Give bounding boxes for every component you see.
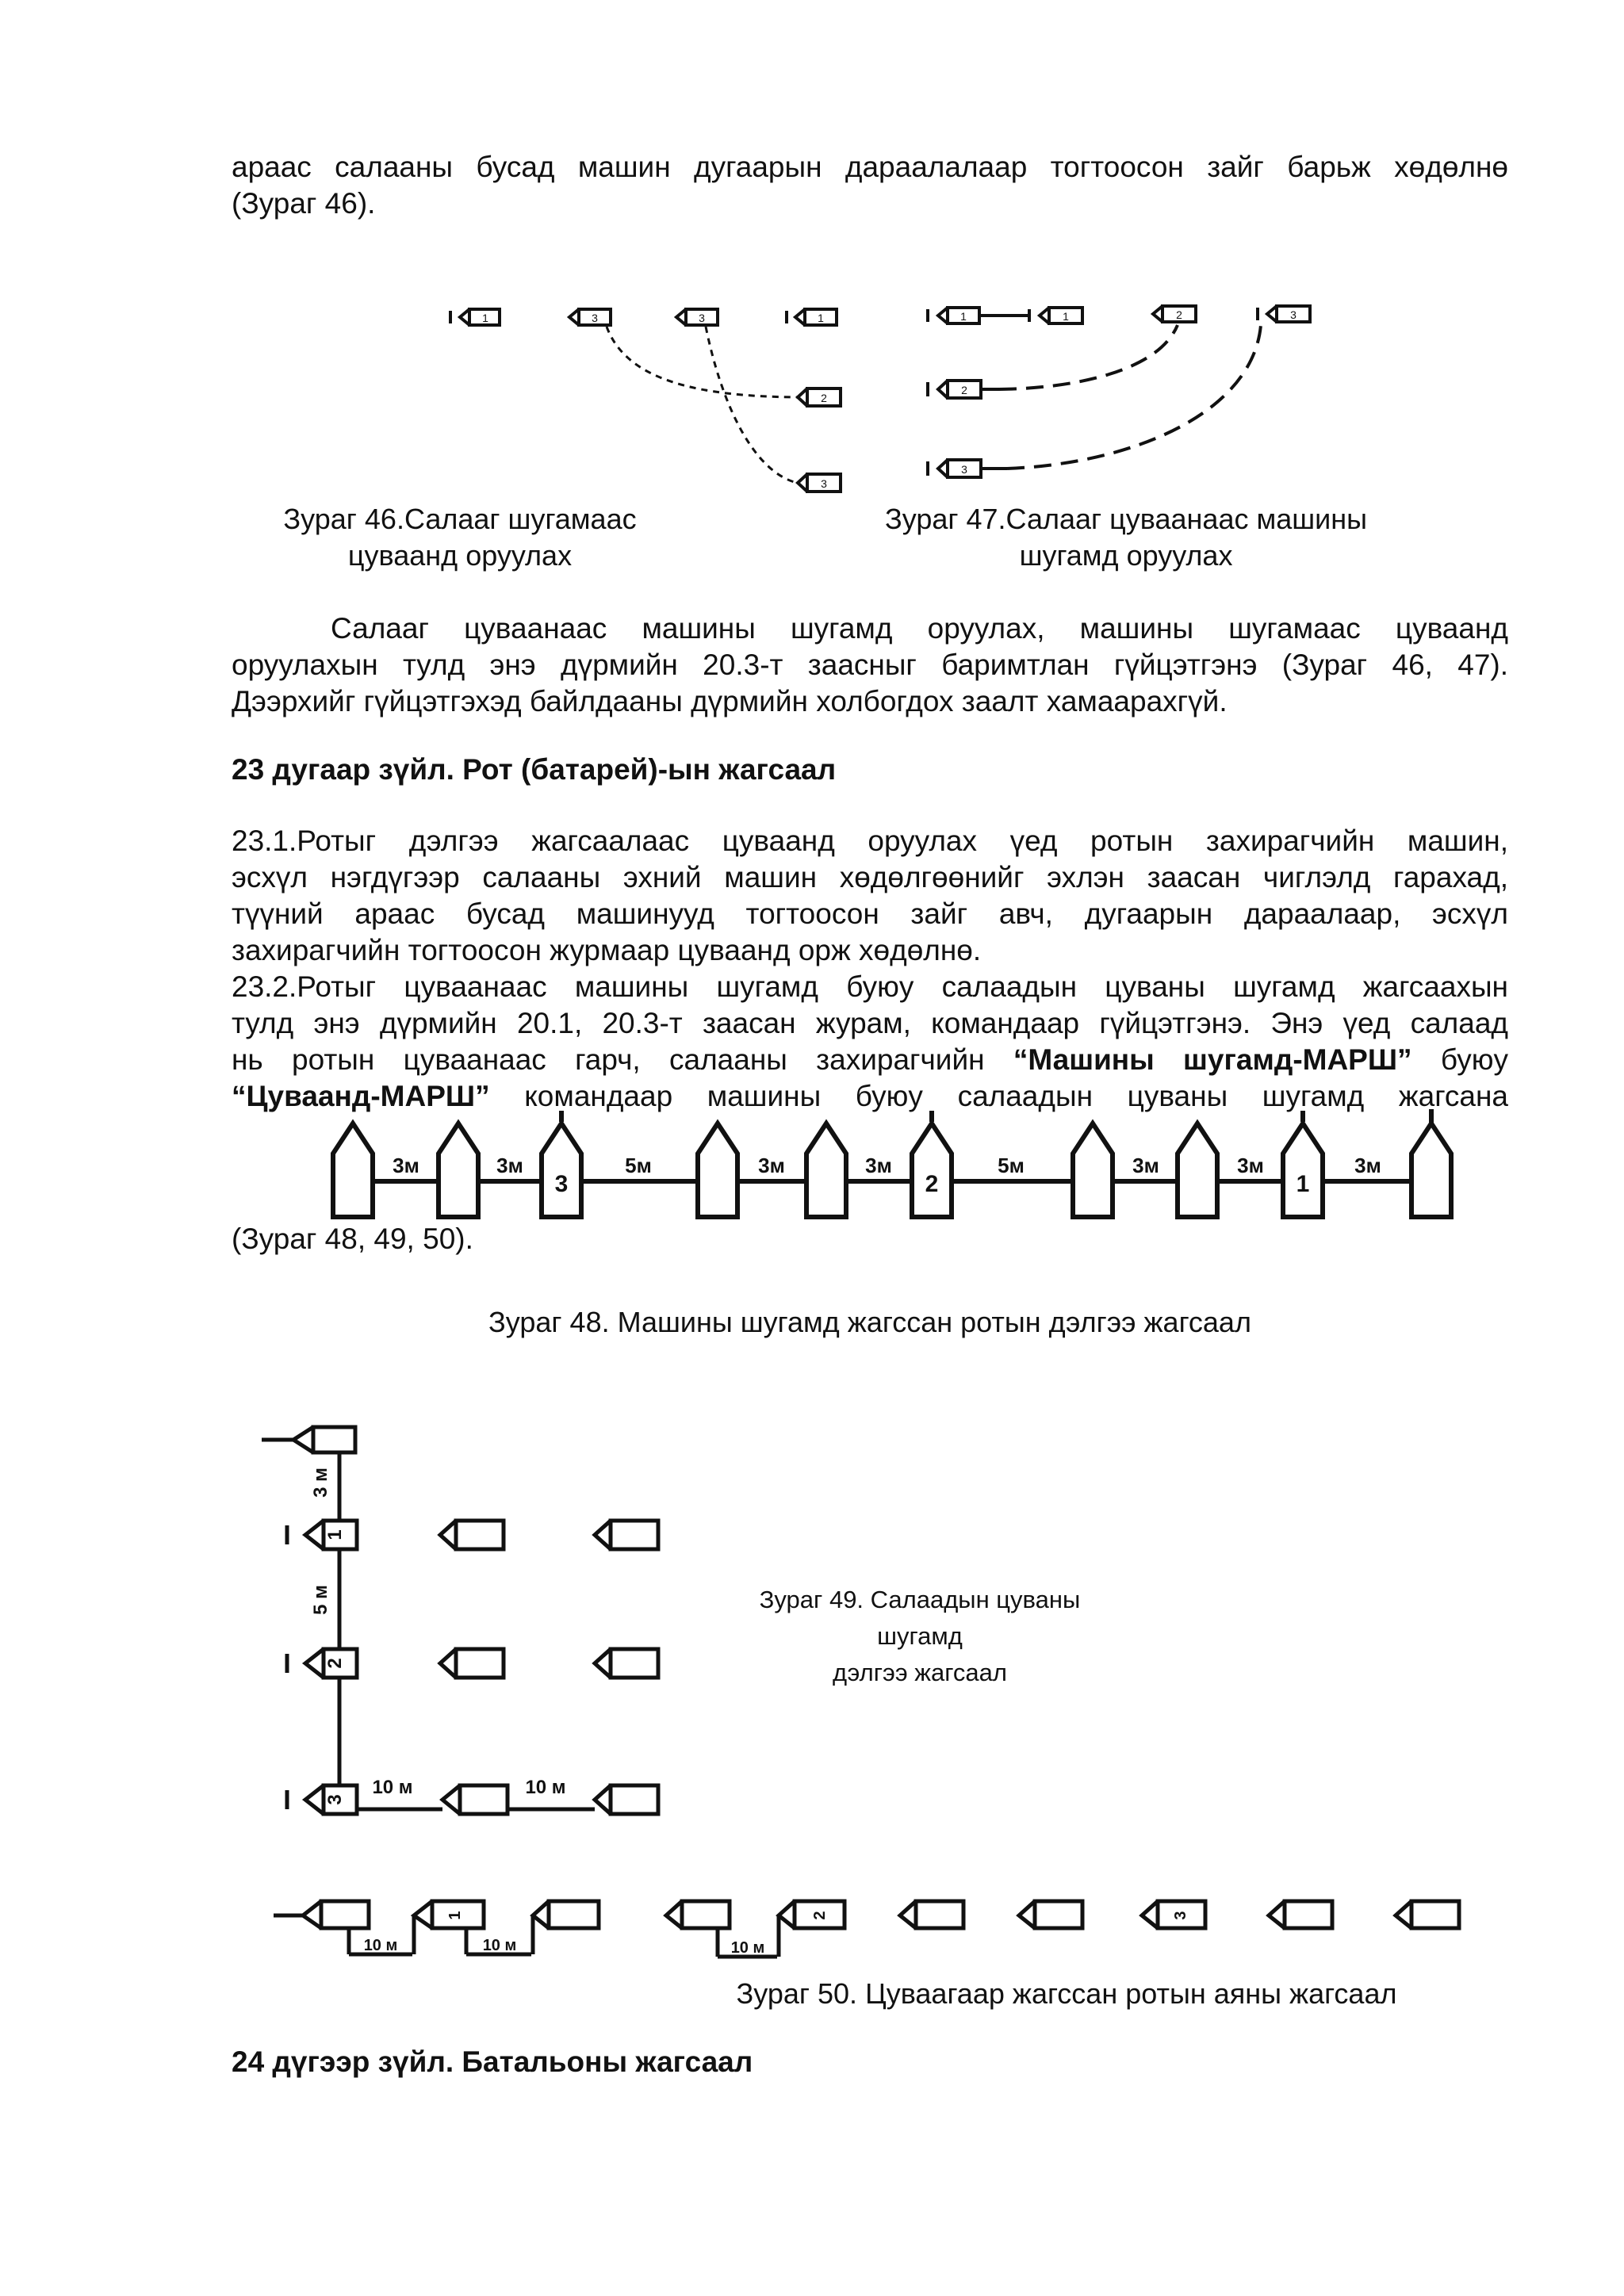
fig47-caption-line1: Зураг 47.Салааг цуваанаас машины bbox=[885, 503, 1367, 535]
fig49-vehicle bbox=[595, 1649, 658, 1678]
heading-article-24: 24 дүгээр зүйл. Батальоны жагсаал bbox=[232, 2045, 753, 2078]
para232-line3-a: нь ротын цуваанаас гарч, салааны захирагчийн bbox=[232, 1043, 1013, 1076]
intro-line-1: араас салааны бусад машин дугаарын дараалалаар тогтоосон зайг барьж хөдөлнө bbox=[232, 151, 1508, 183]
para232-line-5: (Зураг 48, 49, 50). bbox=[232, 1223, 473, 1255]
fig49-lead-vehicle bbox=[262, 1427, 355, 1452]
para231-line-1: 23.1.Ротыг дэлгээ жагсаалаас цуваанд оруулах үед ротын захирагчийн машин, bbox=[232, 825, 1508, 857]
fig50-number-2: 2 bbox=[811, 1911, 829, 1920]
fig47-label-1: 1 bbox=[960, 310, 967, 323]
fig50-vehicle bbox=[1019, 1901, 1082, 1928]
fig47-label-6: 3 bbox=[961, 463, 967, 476]
para232-line-1: 23.2.Ротыг цуваанаас машины шугамд буюу салаадын цуваны шугамд жагсаахын bbox=[232, 970, 1508, 1003]
fig49-label-10m-1: 10 м bbox=[372, 1777, 413, 1798]
fig48-gap-9: 3м bbox=[1354, 1154, 1381, 1177]
fig47-label-5: 2 bbox=[961, 384, 967, 396]
fig50-caption: Зураг 50. Цуваагаар жагссан ротын аяны жагсаал bbox=[736, 1977, 1397, 2010]
fig48-vehicle bbox=[439, 1123, 478, 1217]
fig46-vehicle-2 bbox=[798, 388, 841, 406]
fig50-gap-1: 10 м bbox=[363, 1937, 398, 1954]
figure-46-47 bbox=[420, 262, 1340, 499]
fig46-vehicle-3a bbox=[569, 309, 611, 325]
fig47-label-3: 2 bbox=[1176, 308, 1182, 321]
fig48-gap-6: 5м bbox=[998, 1154, 1025, 1177]
para1-line-3: Дээрхийг гүйцэтгэхэд байлдааны дүрмийн холбогдох заалт хамаарахгүй. bbox=[232, 685, 1228, 718]
fig47-vehicle-2 bbox=[1153, 306, 1196, 322]
fig48-vehicle-3 bbox=[542, 1111, 581, 1217]
fig48-vehicle-2 bbox=[912, 1111, 952, 1217]
fig48-vehicle bbox=[1411, 1109, 1451, 1217]
fig48-vehicle bbox=[698, 1123, 737, 1217]
fig46-vehicle-1 bbox=[450, 309, 500, 325]
fig50-number-1: 1 bbox=[446, 1911, 464, 1920]
fig48-vehicle bbox=[1073, 1123, 1113, 1217]
fig48-number-2: 2 bbox=[925, 1171, 939, 1197]
fig48-gap-2: 3м bbox=[496, 1154, 523, 1177]
fig48-number-3: 3 bbox=[554, 1171, 569, 1197]
para1-line-2: оруулахын тулд энэ дүрмийн 20.3-т заасныг баримтлан гүйцэтгэнэ (Зураг 46, 47). bbox=[232, 649, 1508, 681]
fig47-vehicle-1b bbox=[1029, 308, 1082, 323]
fig49-vehicle bbox=[442, 1785, 508, 1814]
para232-line3-c: буюу bbox=[1411, 1043, 1508, 1076]
fig49-vehicle-1 bbox=[287, 1521, 357, 1549]
fig49-vehicle-3 bbox=[287, 1785, 357, 1814]
fig46-label-5: 2 bbox=[821, 392, 827, 404]
fig48-gap-7: 3м bbox=[1132, 1154, 1159, 1177]
fig48-number-1: 1 bbox=[1296, 1171, 1310, 1197]
command-column: “Цуваанд-МАРШ” bbox=[232, 1080, 490, 1112]
para231-line-2: эсхүл нэгдүгээр салааны эхний машин хөдөлгөөнийг эхлэн заасан чиглэлд гарахад, bbox=[232, 861, 1508, 894]
fig49-label-3m: 3 м bbox=[310, 1468, 331, 1498]
fig50-vehicle bbox=[533, 1901, 599, 1954]
fig47-vehicle-3b bbox=[928, 460, 1007, 477]
para232-line4-b: командаар машины буюу салаадын цуваны шугамд жагсана bbox=[489, 1080, 1508, 1112]
fig49-vehicle bbox=[440, 1649, 504, 1678]
fig46-label-1: 1 bbox=[482, 312, 488, 324]
fig47-vehicle-1a bbox=[928, 308, 1031, 323]
intro-line-2: (Зураг 46). bbox=[232, 187, 376, 220]
para232-line-2: тулд энэ дүрмийн 20.1, 20.3-т заасан журам, командаар гүйцэтгэнэ. Энэ үед салаад bbox=[232, 1007, 1508, 1039]
fig49-number-2: 2 bbox=[324, 1658, 346, 1669]
fig50-gap-2: 10 м bbox=[482, 1937, 517, 1954]
fig46-label-2: 3 bbox=[592, 312, 598, 324]
fig47-caption-line2: шугамд оруулах bbox=[1019, 539, 1233, 572]
fig46-vehicle-3b bbox=[676, 309, 718, 325]
command-machine-line: “Машины шугамд-МАРШ” bbox=[1013, 1043, 1412, 1076]
fig50-vehicle bbox=[1269, 1901, 1332, 1928]
fig48-vehicle bbox=[1178, 1123, 1217, 1217]
fig46-caption bbox=[238, 501, 682, 574]
fig46-caption-line1: Зураг 46.Салааг шугамаас bbox=[283, 503, 637, 535]
para231-line-4: захирагчийн тогтоосон журмаар цуваанд орж хөдөлнө. bbox=[232, 934, 982, 966]
fig47-label-4: 3 bbox=[1290, 308, 1297, 321]
fig46-vehicle-1b bbox=[787, 309, 837, 325]
fig49-number-3: 3 bbox=[324, 1794, 346, 1805]
fig48-gap-8: 3м bbox=[1237, 1154, 1264, 1177]
fig46-label-3: 3 bbox=[699, 312, 705, 324]
fig49-label-10m-2: 10 м bbox=[525, 1777, 566, 1798]
fig48-gap-4: 3м bbox=[758, 1154, 785, 1177]
fig50-number-3: 3 bbox=[1172, 1911, 1189, 1920]
fig49-number-1: 1 bbox=[324, 1529, 346, 1540]
fig49-vehicle-2 bbox=[287, 1649, 357, 1678]
fig50-vehicle bbox=[900, 1901, 963, 1928]
fig49-vehicle bbox=[595, 1785, 658, 1814]
para1-line-1: Салааг цуваанаас машины шугамд оруулах, машины шугамаас цуваанд bbox=[331, 612, 1508, 645]
fig47-label-2: 1 bbox=[1063, 310, 1069, 323]
fig48-caption: Зураг 48. Машины шугамд жагссан ротын дэлгээ жагсаал bbox=[488, 1306, 1251, 1338]
figure-48 bbox=[321, 1106, 1463, 1221]
fig48-gap-1: 3м bbox=[393, 1154, 419, 1177]
fig49-label-5m: 5 м bbox=[310, 1585, 331, 1615]
fig48-vehicle bbox=[333, 1123, 373, 1217]
fig47-caption bbox=[825, 501, 1427, 574]
fig49-caption-line1: Зураг 49. Салаадын цуваны шугамд bbox=[759, 1586, 1081, 1650]
figure-50 bbox=[262, 1879, 1499, 1974]
para231-line-3: түүний араас бусад машинууд тогтоосон зайг авч, дугаарын дараалаар, эсхүл bbox=[232, 897, 1508, 930]
fig49-vehicle bbox=[595, 1521, 658, 1549]
fig48-gap-5: 3м bbox=[865, 1154, 892, 1177]
fig50-gap-3: 10 м bbox=[730, 1939, 765, 1957]
fig46-label-4: 1 bbox=[818, 312, 824, 324]
fig48-vehicle bbox=[806, 1123, 846, 1217]
fig47-vehicle-3 bbox=[1258, 306, 1310, 322]
fig50-vehicle bbox=[1396, 1901, 1459, 1928]
para232-line-3 bbox=[232, 1042, 1508, 1078]
fig49-vehicle bbox=[440, 1521, 504, 1549]
fig48-vehicle-1 bbox=[1283, 1111, 1323, 1217]
fig50-vehicle-2 bbox=[779, 1901, 845, 1957]
fig49-caption-line2: дэлгээ жагсаал bbox=[833, 1659, 1007, 1686]
heading-article-23: 23 дугаар зүйл. Рот (батарей)-ын жагсаал bbox=[232, 753, 837, 786]
fig48-gap-3: 5м bbox=[625, 1154, 652, 1177]
fig46-vehicle-3c bbox=[798, 474, 841, 492]
fig49-caption bbox=[714, 1582, 1126, 1691]
fig46-label-6: 3 bbox=[821, 477, 827, 490]
fig46-caption-line2: цуваанд оруулах bbox=[347, 539, 573, 572]
figure-49 bbox=[238, 1403, 698, 1847]
